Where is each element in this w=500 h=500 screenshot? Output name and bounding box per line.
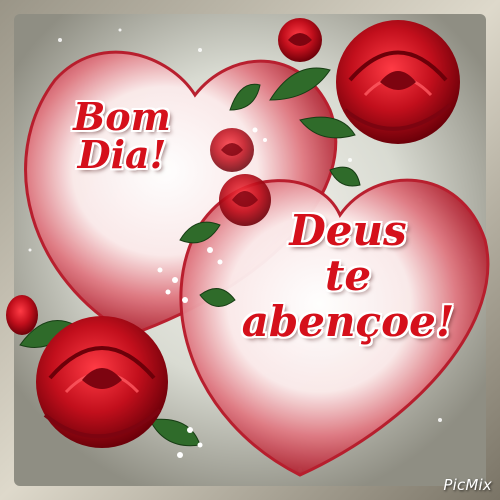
- blessing-line: Deus: [289, 206, 407, 255]
- rose-icon: [278, 18, 322, 62]
- rose-icon: [36, 316, 168, 448]
- greeting-bom-dia: [52, 94, 192, 177]
- rose-icon: [210, 128, 254, 172]
- greeting-blessing: [228, 208, 468, 344]
- greeting-line: Bom: [73, 94, 171, 139]
- rose-icon: [6, 295, 38, 335]
- picmix-watermark: PicMix: [443, 476, 492, 494]
- rose-icon: [336, 20, 460, 144]
- blessing-line: te: [324, 251, 372, 301]
- blessing-line: abençoe!: [241, 296, 455, 346]
- greeting-line: Dia!: [77, 132, 167, 177]
